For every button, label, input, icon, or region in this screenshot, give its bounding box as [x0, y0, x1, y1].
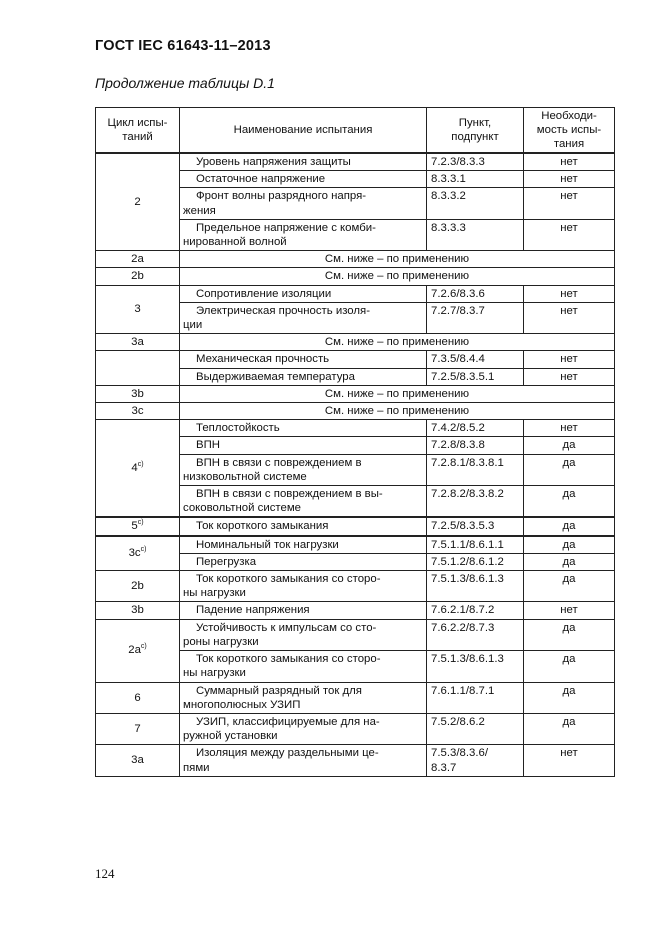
necessity-cell: да [524, 536, 615, 554]
cycle-cell [96, 251, 180, 268]
test-name-cell [180, 602, 427, 619]
necessity-cell: да [524, 486, 615, 518]
test-name-cell [180, 285, 427, 302]
table-row [96, 713, 615, 744]
clause-line: 7.6.2.2/8.7.3 [431, 621, 495, 634]
table-row [96, 268, 615, 285]
test-name-line: ны нагрузки [183, 667, 246, 680]
page-number: 124 [95, 866, 115, 881]
table-row [96, 251, 615, 268]
header-cycle-line2: таний [122, 131, 153, 143]
header-cycle-line1: Цикл испы- [107, 116, 168, 129]
test-name-line: ВПН в связи с повреждением в [196, 456, 362, 469]
test-name-line: ружной установки [183, 730, 278, 743]
table-row [96, 334, 615, 351]
document-title: ГОСТ IEC 61643-11–2013 [95, 38, 271, 54]
necessity-cell: да [524, 619, 615, 650]
necessity-cell: да [524, 454, 615, 485]
necessity-cell: да [524, 437, 615, 454]
table-row [96, 536, 615, 554]
test-name-cell [180, 351, 427, 368]
header-clause [427, 108, 524, 154]
test-name-line: пями [183, 761, 210, 774]
clause-line: 7.2.8.2/8.3.8.2 [431, 488, 504, 501]
necessity-cell: нет [524, 219, 615, 250]
cycle-value: 6 [134, 691, 141, 704]
test-name-line: нированной волной [183, 236, 287, 249]
test-name-cell [180, 171, 427, 188]
header-cycle [96, 108, 180, 154]
clause-line: 7.6.1.1/8.7.1 [431, 684, 495, 697]
test-name-cell [180, 713, 427, 744]
clause-line: 7.5.2/8.6.2 [431, 715, 485, 728]
test-name-line: Изоляция между раздельными це- [196, 747, 379, 760]
clause-cell [427, 171, 524, 188]
test-name-line: Выдерживаемая температура [196, 370, 355, 383]
clause-cell [427, 553, 524, 570]
test-name-cell [180, 486, 427, 518]
clause-line: 7.3.5/8.4.4 [431, 353, 485, 366]
necessity-cell: нет [524, 368, 615, 385]
necessity-cell: нет [524, 602, 615, 619]
cycle-value: 3 [134, 303, 141, 316]
test-name-line: роны нагрузки [183, 635, 259, 648]
clause-cell [427, 285, 524, 302]
clause-line: 7.2.7/8.3.7 [431, 304, 485, 317]
table-row [96, 619, 615, 650]
clause-cell [427, 420, 524, 437]
cycle-cell [96, 713, 180, 744]
see-below-cell: См. ниже – по применению [180, 334, 615, 351]
clause-cell [427, 351, 524, 368]
clause-cell [427, 651, 524, 682]
test-name-cell [180, 536, 427, 554]
cycle-value: 3b [131, 387, 144, 400]
header-clause-line2: подпункт [451, 131, 499, 143]
test-name-line: ны нагрузки [183, 587, 246, 600]
table-body [96, 153, 615, 776]
test-name-cell [180, 188, 427, 219]
clause-line: 7.2.5/8.3.5.3 [431, 520, 495, 533]
clause-line: 7.2.5/8.3.5.1 [431, 370, 495, 383]
footnote-ref: c) [140, 546, 147, 554]
cycle-value: 3a [131, 754, 144, 767]
test-name-line: УЗИП, классифицируемые для на- [196, 715, 380, 728]
clause-line: 8.3.3.3 [431, 221, 466, 234]
cycle-cell [96, 285, 180, 334]
necessity-cell: нет [524, 153, 615, 171]
test-name-line: Суммарный разрядный ток для [196, 684, 362, 697]
test-name-line: Фронт волны разрядного напря- [196, 190, 367, 203]
test-name-cell [180, 553, 427, 570]
necessity-cell: нет [524, 745, 615, 776]
test-name-cell [180, 219, 427, 250]
clause-cell [427, 454, 524, 485]
clause-cell [427, 368, 524, 385]
table-row [96, 420, 615, 437]
clause-line: 7.5.3/8.3.6/ [431, 747, 488, 760]
test-name-cell [180, 437, 427, 454]
table-header-row [96, 108, 615, 154]
test-name-line: Механическая прочность [196, 353, 330, 366]
clause-cell [427, 302, 524, 333]
clause-cell [427, 517, 524, 535]
cycle-value: 2b [131, 270, 144, 283]
test-name-cell [180, 517, 427, 535]
cycle-cell [96, 619, 180, 682]
test-name-line: ВПН [196, 439, 221, 452]
clause-cell [427, 713, 524, 744]
necessity-cell: да [524, 517, 615, 535]
cycle-value: 2a [131, 253, 144, 266]
clause-cell [427, 437, 524, 454]
table-row [96, 517, 615, 535]
cycle-cell [96, 268, 180, 285]
test-name-line: Номинальный ток нагрузки [196, 538, 339, 551]
cycle-cell [96, 745, 180, 776]
necessity-cell: да [524, 553, 615, 570]
cycle-value: 3c [131, 405, 144, 418]
clause-cell [427, 745, 524, 776]
table-row [96, 285, 615, 302]
test-name-line: Уровень напряжения защиты [196, 156, 351, 168]
necessity-cell: нет [524, 171, 615, 188]
clause-line: 7.5.1.2/8.6.1.2 [431, 555, 504, 568]
necessity-cell: нет [524, 188, 615, 219]
test-name-cell [180, 153, 427, 171]
clause-cell [427, 486, 524, 518]
test-name-cell [180, 619, 427, 650]
clause-line: 7.4.2/8.5.2 [431, 422, 485, 435]
see-below-cell: См. ниже – по применению [180, 268, 615, 285]
clause-cell [427, 536, 524, 554]
clause-cell [427, 571, 524, 602]
necessity-cell: нет [524, 285, 615, 302]
necessity-cell: нет [524, 351, 615, 368]
cycle-value: 3c [128, 547, 141, 560]
necessity-cell: да [524, 651, 615, 682]
test-name-cell [180, 302, 427, 333]
test-name-line: Падение напряжения [196, 604, 310, 617]
cycle-cell [96, 536, 180, 571]
cycle-value: 2a [128, 644, 141, 657]
test-name-line: Электрическая прочность изоля- [196, 304, 370, 317]
clause-line: 7.2.3/8.3.3 [431, 156, 485, 168]
cycle-cell [96, 602, 180, 619]
cycle-cell [96, 403, 180, 420]
necessity-cell: да [524, 571, 615, 602]
test-name-cell [180, 420, 427, 437]
header-necessity-line1: Необходи- [541, 109, 597, 122]
cycle-cell [96, 351, 180, 385]
table-row [96, 602, 615, 619]
test-name-cell [180, 682, 427, 713]
test-name-cell [180, 745, 427, 776]
header-test-name: Наименование испытания [180, 108, 427, 154]
necessity-cell: да [524, 682, 615, 713]
cycle-value: 2 [134, 196, 141, 208]
cycle-cell [96, 420, 180, 518]
clause-cell [427, 188, 524, 219]
clause-line: 7.5.1.1/8.6.1.1 [431, 538, 504, 551]
test-name-line: низковольтной системе [183, 470, 307, 483]
cycle-value: 4 [131, 462, 138, 475]
necessity-cell: нет [524, 420, 615, 437]
clause-line: 7.2.8/8.3.8 [431, 439, 485, 452]
cycle-cell [96, 682, 180, 713]
clause-cell [427, 602, 524, 619]
cycle-cell [96, 334, 180, 351]
test-name-cell [180, 571, 427, 602]
clause-line: 7.5.1.3/8.6.1.3 [431, 573, 504, 586]
cycle-value: 7 [134, 723, 141, 735]
test-name-line: ции [183, 319, 203, 332]
clause-line: 8.3.3.1 [431, 173, 466, 186]
test-name-line: Предельное напряжение с комби- [196, 221, 376, 234]
clause-cell [427, 153, 524, 171]
test-name-line: Устойчивость к импульсам со сто- [196, 621, 377, 634]
test-name-line: ВПН в связи с повреждением в вы- [196, 488, 383, 501]
test-name-cell [180, 368, 427, 385]
table-row [96, 745, 615, 776]
test-name-line: Ток короткого замыкания [196, 520, 329, 533]
test-name-line: Перегрузка [196, 555, 257, 568]
cycle-value: 2b [131, 580, 144, 593]
table-row [96, 403, 615, 420]
table-row [96, 351, 615, 368]
table-row [96, 385, 615, 402]
test-name-line: Остаточное напряжение [196, 173, 326, 186]
table-row [96, 682, 615, 713]
table-row [96, 153, 615, 171]
header-necessity [524, 108, 615, 154]
cycle-value: 5 [131, 520, 138, 533]
cycle-cell [96, 517, 180, 535]
cycle-cell [96, 153, 180, 251]
clause-cell [427, 682, 524, 713]
table-caption: Продолжение таблицы D.1 [95, 75, 275, 91]
test-name-line: Ток короткого замыкания со сторо- [196, 573, 381, 586]
header-necessity-line2: мость испы- [536, 123, 602, 136]
cycle-value: 3a [131, 336, 144, 349]
test-name-cell [180, 454, 427, 485]
test-name-line: жения [183, 204, 216, 217]
test-name-line: Ток короткого замыкания со сторо- [196, 653, 381, 666]
clause-line: 7.2.8.1/8.3.8.1 [431, 456, 504, 469]
test-table [95, 107, 615, 777]
test-name-line: Сопротивление изоляции [196, 287, 332, 300]
cycle-cell [96, 571, 180, 602]
see-below-cell: См. ниже – по применению [180, 385, 615, 402]
table-row [96, 571, 615, 602]
clause-line: 7.6.2.1/8.7.2 [431, 604, 495, 617]
footnote-ref: c) [137, 461, 144, 469]
clause-cell [427, 219, 524, 250]
test-name-line: Теплостойкость [196, 422, 280, 435]
see-below-cell: См. ниже – по применению [180, 251, 615, 268]
test-name-line: многополюсных УЗИП [183, 698, 301, 711]
clause-line: 7.5.1.3/8.6.1.3 [431, 653, 504, 666]
necessity-cell: нет [524, 302, 615, 333]
necessity-cell: да [524, 713, 615, 744]
clause-line: 8.3.7 [431, 761, 457, 774]
clause-line: 8.3.3.2 [431, 190, 466, 203]
footnote-ref: c) [140, 643, 147, 651]
header-necessity-line3: тания [553, 138, 585, 151]
clause-cell [427, 619, 524, 650]
test-name-cell [180, 651, 427, 682]
footnote-ref: c) [137, 519, 144, 527]
clause-line: 7.2.6/8.3.6 [431, 287, 485, 300]
header-clause-line1: Пункт, [458, 116, 492, 129]
see-below-cell: См. ниже – по применению [180, 403, 615, 420]
test-name-line: соковольтной системе [183, 502, 302, 515]
cycle-cell [96, 385, 180, 402]
cycle-value: 3b [131, 604, 144, 617]
